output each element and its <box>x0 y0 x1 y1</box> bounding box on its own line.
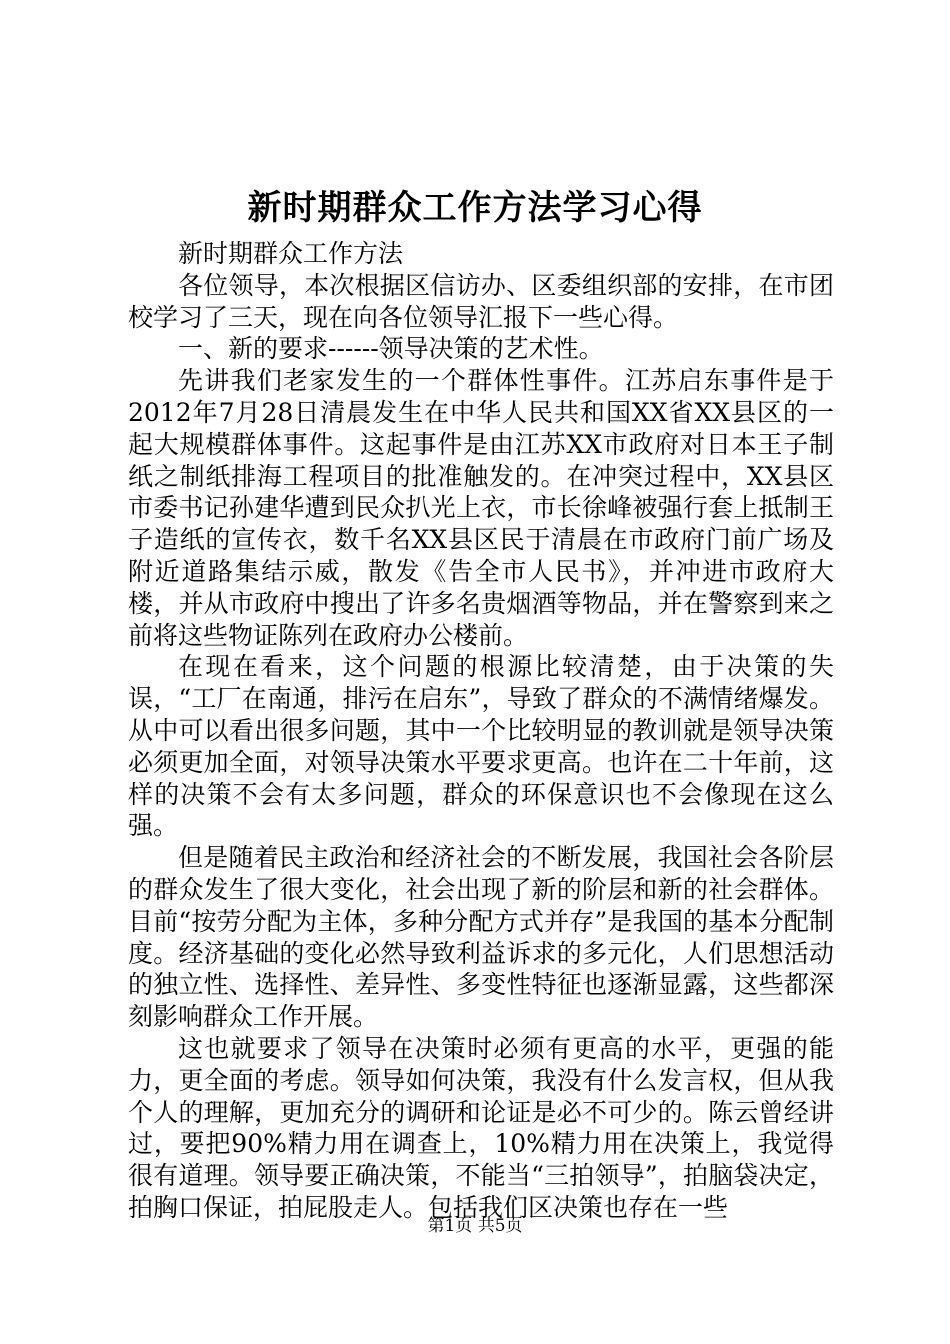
document-title: 新时期群众工作方法学习心得 <box>247 188 703 228</box>
paragraph: 先讲我们老家发生的一个群体性事件。江苏启东事件是于2012年7月28日清晨发生在中华人民共和国XX省XX县区的一起大规模群体事件。这起事件是由江苏XX市政府对日本王子制纸之制纸排海工程项目的批准触发的。在冲突过程中，XX县区市委书记孙建华遭到民众扒光上衣，市长徐峰被强行套上抵制王子造纸的宣传衣，数千名XX县区民于清晨在市政府门前广场及附近道路集结示威，散发《告全市人民书》，并冲进市政府大楼，并从市政府中搜出了许多名贵烟酒等物品，并在警察到来之前将这些物证陈列在政府办公楼前。 <box>128 366 834 650</box>
paragraph: 各位领导，本次根据区信访办、区委组织部的安排，在市团校学习了三天，现在向各位领导汇报下一些心得。 <box>128 270 834 332</box>
paragraph: 这也就要求了领导在决策时必须有更高的水平，更强的能力，更全面的考虑。领导如何决策，我没有什么发言权，但从我个人的理解，更加充分的调研和论证是必不可少的。陈云曾经讲过，要把90%精力用在调查上，10%精力用在决策上，我觉得很有道理。领导要正确决策，不能当“三拍领导”，拍脑袋决定，拍胸口保证，拍屁股走人。包括我们区决策也存在一些 <box>128 1033 834 1222</box>
paragraph: 但是随着民主政治和经济社会的不断发展，我国社会各阶层的群众发生了很大变化，社会出现了新的阶层和新的社会群体。目前“按劳分配为主体，多种分配方式并存”是我国的基本分配制度。经济基础的变化必然导致利益诉求的多元化，人们思想活动的独立性、选择性、差异性、多变性特征也逐渐显露，这些都深刻影响群众工作开展。 <box>128 843 834 1032</box>
paragraph: 一、新的要求------领导决策的艺术性。 <box>178 334 604 364</box>
paragraph: 在现在看来，这个问题的根源比较清楚，由于决策的失误，“工厂在南通，排污在启东”，导致了群众的不满情绪爆发。从中可以看出很多问题，其中一个比较明显的教训就是领导决策必须更加全面，对领导决策水平要求更高。也许在二十年前，这样的决策不会有太多问题，群众的环保意识也不会像现在这么强。 <box>128 652 834 841</box>
page-footer: 第1页 共5页 <box>427 1216 523 1236</box>
document-body <box>128 238 834 1224</box>
paragraph: 新时期群众工作方法 <box>178 239 404 268</box>
